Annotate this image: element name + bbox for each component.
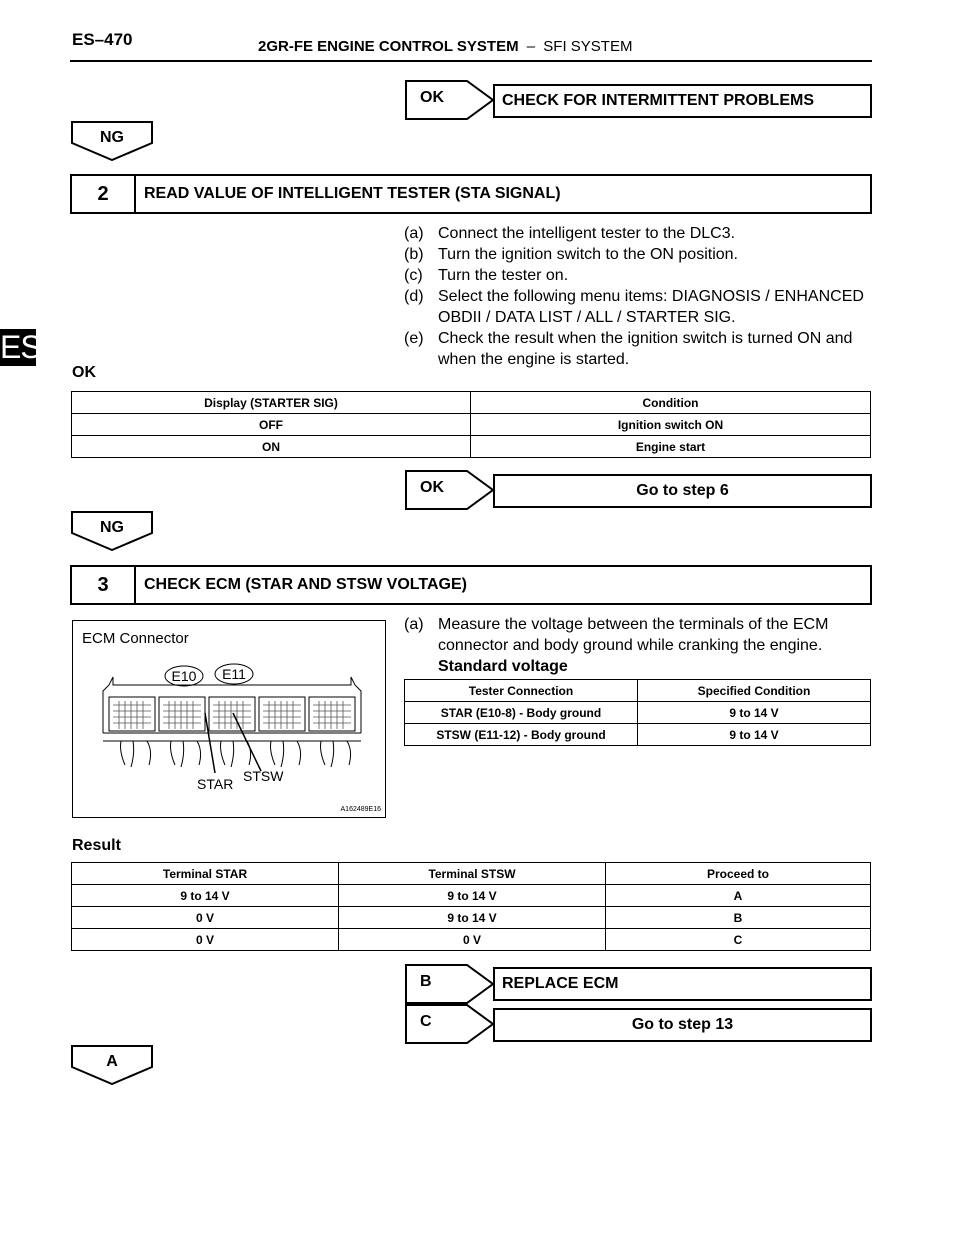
ecm-connector-figure	[72, 620, 386, 818]
table-cell: 9 to 14 V	[339, 885, 606, 907]
table-cell: 0 V	[72, 907, 339, 929]
table-cell: 0 V	[339, 929, 606, 951]
ng-branch-label: NG	[100, 129, 124, 146]
result-heading: Result	[72, 837, 121, 854]
table-row	[72, 414, 871, 436]
table-cell: ON	[72, 436, 471, 458]
table-cell: 0 V	[72, 929, 339, 951]
instruction-label: (c)	[404, 267, 423, 284]
section-side-tab: ES	[0, 329, 41, 365]
result-check-intermittent: CHECK FOR INTERMITTENT PROBLEMS	[493, 84, 872, 118]
table-row	[72, 436, 871, 458]
standard-voltage-table	[404, 679, 871, 746]
ok-arrow-icon	[405, 80, 495, 120]
result-go-to-step-13: Go to step 13	[493, 1008, 872, 1042]
table-cell: 9 to 14 V	[638, 702, 871, 724]
header-title-bold: 2GR-FE ENGINE CONTROL SYSTEM	[258, 38, 519, 55]
ng-branch-label: NG	[100, 519, 124, 536]
a-branch-label: A	[106, 1053, 118, 1070]
step-title: CHECK ECM (STAR AND STSW VOLTAGE)	[144, 576, 467, 593]
table-cell: 9 to 14 V	[339, 907, 606, 929]
wire-harness	[121, 741, 351, 767]
instruction-text: Select the following menu items: DIAGNOSIS / ENHANCED OBDII / DATA LIST / ALL / STARTER SIG.	[438, 288, 864, 326]
header-title-regular: SFI SYSTEM	[543, 38, 633, 55]
page-code: ES–470	[72, 30, 133, 49]
step-3-header	[70, 565, 872, 605]
ok-heading: OK	[72, 364, 96, 381]
result-go-to-step-6: Go to step 6	[493, 474, 872, 508]
result-replace-ecm: REPLACE ECM	[493, 967, 872, 1001]
step-number: 2	[72, 176, 136, 212]
table-header-cell: Display (STARTER SIG)	[72, 392, 471, 414]
table-cell: Engine start	[471, 436, 871, 458]
table-cell: B	[606, 907, 871, 929]
table-cell: A	[606, 885, 871, 907]
table-header-cell: Terminal STAR	[72, 863, 339, 885]
step-3-instructions	[404, 614, 874, 677]
instruction-text: Connect the intelligent tester to the DLC3.	[438, 225, 736, 242]
table-row	[405, 724, 871, 746]
instruction-text: Measure the voltage between the terminals of the ECM connector and body ground while cranking the engine.	[438, 616, 829, 654]
table-row	[72, 885, 871, 907]
b-arrow-icon	[405, 964, 495, 1004]
step-title: READ VALUE OF INTELLIGENT TESTER (STA SIGNAL)	[144, 185, 561, 202]
table-cell: STSW (E11-12) - Body ground	[405, 724, 638, 746]
ok-branch-label: OK	[420, 479, 444, 496]
table-cell: STAR (E10-8) - Body ground	[405, 702, 638, 724]
stsw-label: STSW	[243, 768, 284, 784]
ok-arrow-icon	[405, 470, 495, 510]
step-2-header	[70, 174, 872, 214]
table-cell: C	[606, 929, 871, 951]
table-row	[405, 702, 871, 724]
e11-label: E11	[222, 666, 246, 682]
step-number: 3	[72, 567, 136, 603]
ecm-connector-diagram	[73, 621, 385, 817]
result-table	[71, 862, 871, 951]
instruction-label: (e)	[404, 330, 424, 347]
c-arrow-icon	[405, 1004, 495, 1044]
table-cell: 9 to 14 V	[72, 885, 339, 907]
connector-blocks	[109, 697, 355, 731]
star-label: STAR	[197, 776, 234, 792]
table-cell: OFF	[72, 414, 471, 436]
table-header-cell: Specified Condition	[638, 680, 871, 702]
table-header-cell: Tester Connection	[405, 680, 638, 702]
table-header-cell: Terminal STSW	[339, 863, 606, 885]
instruction-text: Turn the tester on.	[438, 267, 569, 284]
table-row	[72, 929, 871, 951]
b-branch-label: B	[420, 973, 432, 990]
ok-branch-label: OK	[420, 89, 444, 106]
table-header-cell: Proceed to	[606, 863, 871, 885]
standard-voltage-heading: Standard voltage	[438, 658, 568, 675]
instruction-text: Turn the ignition switch to the ON position.	[438, 246, 738, 263]
instruction-label: (b)	[404, 246, 424, 263]
instruction-text: Check the result when the ignition switch is turned ON and when the engine is started.	[438, 330, 853, 368]
figure-title: ECM Connector	[82, 630, 189, 647]
instruction-label: (a)	[404, 225, 424, 242]
table-cell: Ignition switch ON	[471, 414, 871, 436]
c-branch-label: C	[420, 1013, 432, 1030]
e10-label: E10	[171, 668, 197, 684]
figure-id: A162489E16	[340, 806, 381, 813]
header-rule	[70, 60, 872, 62]
table-header-cell: Condition	[471, 392, 871, 414]
starter-sig-table	[71, 391, 871, 458]
table-cell: 9 to 14 V	[638, 724, 871, 746]
instruction-label: (a)	[404, 616, 424, 633]
step-2-instructions	[404, 223, 874, 370]
header-title-dash: –	[526, 38, 536, 55]
page-header-title	[258, 38, 632, 55]
instruction-label: (d)	[404, 288, 424, 305]
table-row	[72, 907, 871, 929]
